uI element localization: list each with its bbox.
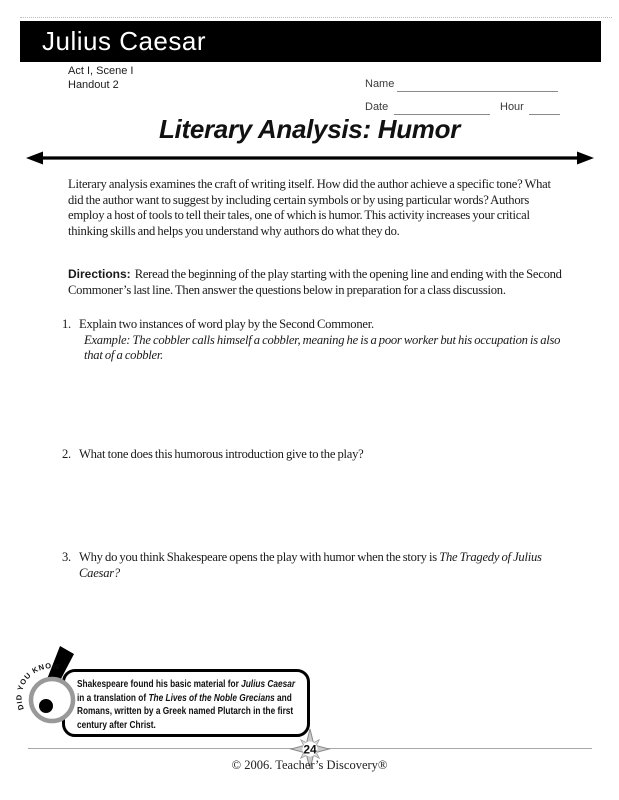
top-perforation-line [20,17,612,18]
chapter-title: Julius Caesar [42,26,207,56]
left-arrowhead-icon [26,152,43,165]
question-2-number: 2. [62,447,71,461]
hour-field-label: Hour [500,101,524,113]
double-arrow-divider [24,149,596,167]
did-you-know-badge [8,636,118,728]
exclamation-dot-icon [39,699,53,713]
directions-label: Directions: [68,267,131,281]
page-number: 24 [303,742,317,757]
date-field-label: Date [365,101,389,113]
act-scene-label: Act I, Scene I [68,65,134,77]
directions-text: Reread the beginning of the play starting with the opening line and ending with the Second Commoner’s last line. Then answer the questions below in preparation for a class discussion. [68,267,562,297]
directions-paragraph [68,267,566,298]
intro-paragraph: Literary analysis examines the craft of writing itself. How did the author achieve a specific tone? What did the author want to suggest by including certain symbols or by using particular words? Authors employ a host of tools to tell their tales, one of which is humor. This activity increases your critical thinking skills and helps you understand why authors do what they do. [68,177,551,238]
question-3-text: Why do you think Shakespeare opens the play with humor when the story is [79,550,440,564]
handout-meta [68,64,133,92]
name-field-label: Name [365,78,395,90]
question-3 [62,550,564,581]
question-1-text: Explain two instances of word play by the Second Commoner. [79,317,374,331]
question-1 [62,317,564,364]
chapter-header-bar [20,21,601,62]
question-1-example: Example: The cobbler calls himself a cobbler, meaning he is a poor worker but his occupation is also that of a cobbler. [84,332,561,362]
did-you-know-text: Shakespeare found his basic material for Julius Caesar in a translation of The Lives of the Noble Grecians and Romans, written by a Greek named Plutarch in the first century after Christ. [77,678,296,731]
worksheet-title: Literary Analysis: Humor [158,114,461,144]
handout-number-label: Handout 2 [68,79,119,91]
did-you-know-curved-label: DID YOU KNOW [14,661,62,712]
question-2 [62,447,564,463]
question-1-number: 1. [62,317,71,331]
copyright-line: © 2006. Teacher’s Discovery® [231,758,388,772]
right-arrowhead-icon [577,152,594,165]
name-blank-line [397,91,558,92]
question-3-title-italic: The Tragedy of Julius Caesar? [79,550,542,580]
question-3-number: 3. [62,550,71,564]
question-2-text: What tone does this humorous introduction give to the play? [79,447,364,461]
badge-ring-icon [31,679,73,721]
